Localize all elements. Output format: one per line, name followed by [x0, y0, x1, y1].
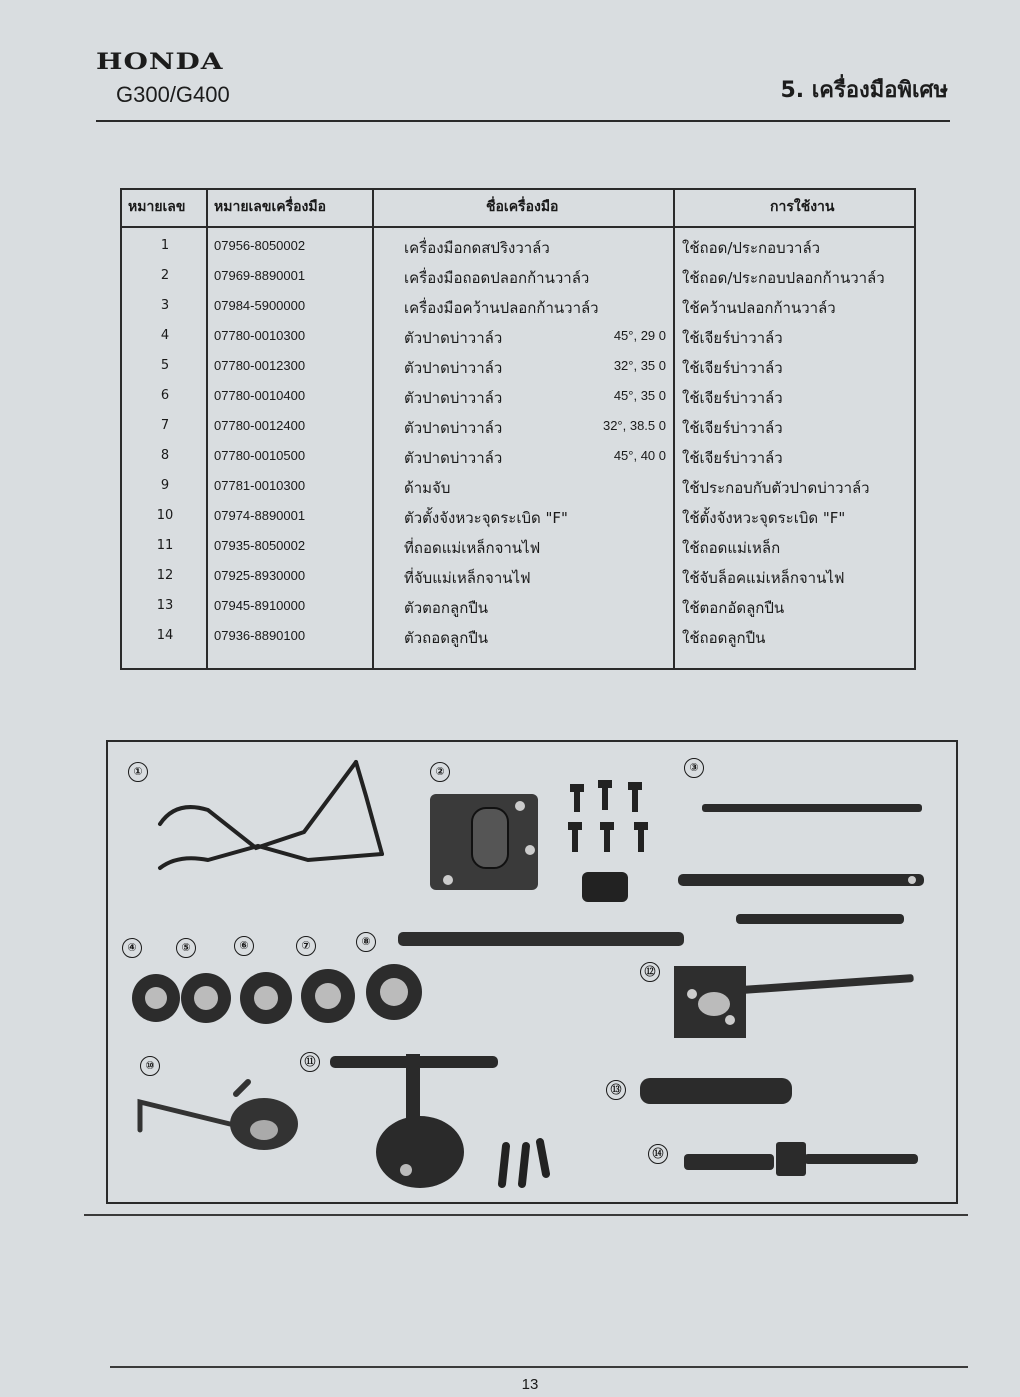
- row-usage: ใช้ถอดลูกปืน: [682, 629, 766, 647]
- row-tool-name: เครื่องมือกดสปริงวาล์ว: [404, 239, 550, 257]
- callout-1: ①: [128, 762, 148, 782]
- row-part-number: 07945-8910000: [214, 598, 306, 613]
- row-usage: ใช้ถอด/ประกอบปลอกก้านวาล์ว: [682, 269, 885, 287]
- footer-divider: [110, 1366, 968, 1368]
- table-row: [122, 470, 914, 500]
- brand-logo: HONDA: [96, 48, 224, 75]
- table-header-row: [122, 190, 914, 228]
- row-tool-name: ตัวปาดบ่าวาล์ว: [404, 359, 503, 377]
- row-usage: ใช้เจียร์บ่าวาล์ว: [682, 359, 783, 377]
- row-tool-name: ตัวปาดบ่าวาล์ว: [404, 329, 503, 347]
- row-tool-spec: 32°, 35 0: [613, 358, 666, 373]
- flywheel-holder-drawing: [674, 966, 914, 1038]
- row-tool-name: ตัวปาดบ่าวาล์ว: [404, 389, 503, 407]
- row-usage: ใช้จับล็อคแม่เหล็กจานไฟ: [682, 569, 845, 587]
- row-part-number: 07780-0010400: [214, 388, 306, 403]
- valve-guide-remover-drawing: [398, 780, 684, 946]
- row-part-number: 07780-0010500: [214, 448, 306, 463]
- row-usage: ใช้ตอกอัดลูกปืน: [682, 599, 785, 617]
- table-row: [122, 320, 914, 350]
- callout-8: ⑧: [356, 932, 376, 952]
- tools-illustration: [106, 740, 958, 1204]
- row-tool-name: ที่จับแม่เหล็กจานไฟ: [404, 569, 531, 587]
- header-usage: การใช้งาน: [770, 199, 835, 215]
- row-number: 10: [156, 508, 174, 523]
- section-title: 5. เครื่องมือพิเศษ: [780, 78, 948, 103]
- model-name: G300/G400: [116, 82, 230, 107]
- callout-14: ⑭: [648, 1144, 668, 1164]
- valve-seat-cutter-drawings: [132, 964, 422, 1024]
- row-part-number: 07974-8890001: [214, 508, 306, 523]
- row-part-number: 07925-8930000: [214, 568, 306, 583]
- row-part-number: 07956-8050002: [214, 238, 306, 253]
- row-tool-name: ที่ถอดแม่เหล็กจานไฟ: [404, 539, 541, 557]
- row-number: 4: [160, 328, 170, 343]
- row-tool-name: ตัวถอดลูกปืน: [404, 629, 489, 647]
- callout-3: ③: [684, 758, 704, 778]
- row-usage: ใช้ตั้งจังหวะจุดระเบิด "F": [682, 509, 846, 527]
- callout-12: ⑫: [640, 962, 660, 982]
- table-row: [122, 530, 914, 560]
- row-usage: ใช้คว้านปลอกก้านวาล์ว: [682, 299, 836, 317]
- bearing-remover-drawing: [684, 1142, 918, 1176]
- row-tool-name: ตัวปาดบ่าวาล์ว: [404, 449, 503, 467]
- table-row: [122, 560, 914, 590]
- header-divider: [96, 120, 950, 122]
- row-part-number: 07969-8890001: [214, 268, 306, 283]
- row-tool-name: ตัวตอกลูกปืน: [404, 599, 489, 617]
- row-part-number: 07935-8050002: [214, 538, 306, 553]
- table-row: [122, 500, 914, 530]
- callout-6: ⑥: [234, 936, 254, 956]
- tools-drawing: [108, 742, 958, 1204]
- row-tool-name: เครื่องมือคว้านปลอกก้านวาล์ว: [404, 299, 599, 317]
- valve-guide-reamer-drawing: [678, 804, 924, 924]
- row-usage: ใช้เจียร์บ่าวาล์ว: [682, 329, 783, 347]
- row-tool-spec: 45°, 35 0: [613, 388, 666, 403]
- row-number: 8: [160, 448, 170, 463]
- timing-gauge-drawing: [140, 1082, 298, 1150]
- row-part-number: 07936-8890100: [214, 628, 306, 643]
- table-row: [122, 590, 914, 620]
- row-usage: ใช้ถอด/ประกอบวาล์ว: [682, 239, 821, 257]
- row-tool-name: ตัวตั้งจังหวะจุดระเบิด "F": [404, 509, 568, 527]
- row-number: 3: [160, 298, 170, 313]
- table-row: [122, 350, 914, 380]
- table-row: [122, 230, 914, 260]
- row-tool-spec: 45°, 29 0: [613, 328, 666, 343]
- callout-4: ④: [122, 938, 142, 958]
- row-number: 2: [160, 268, 170, 283]
- row-part-number: 07780-0012400: [214, 418, 306, 433]
- row-usage: ใช้ถอดแม่เหล็ก: [682, 539, 781, 557]
- footer-divider: [84, 1214, 968, 1216]
- row-number: 13: [156, 598, 174, 613]
- row-number: 1: [160, 238, 170, 253]
- flywheel-puller-drawing: [330, 1054, 546, 1188]
- valve-spring-compressor-drawing: [160, 762, 382, 868]
- row-usage: ใช้เจียร์บ่าวาล์ว: [682, 449, 783, 467]
- row-number: 14: [156, 628, 174, 643]
- row-tool-spec: 45°, 40 0: [613, 448, 666, 463]
- row-part-number: 07780-0012300: [214, 358, 306, 373]
- callout-11: ⑪: [300, 1052, 320, 1072]
- table-row: [122, 290, 914, 320]
- row-usage: ใช้เจียร์บ่าวาล์ว: [682, 419, 783, 437]
- header-number: หมายเลข: [128, 199, 186, 215]
- row-tool-name: ด้ามจับ: [404, 479, 451, 497]
- row-tool-spec: 32°, 38.5 0: [602, 418, 666, 433]
- row-number: 5: [160, 358, 170, 373]
- table-row: [122, 260, 914, 290]
- callout-2: ②: [430, 762, 450, 782]
- table-row: [122, 380, 914, 410]
- bearing-driver-drawing: [640, 1078, 792, 1104]
- callout-5: ⑤: [176, 938, 196, 958]
- callout-13: ⑬: [606, 1080, 626, 1100]
- callout-10: ⑩: [140, 1056, 160, 1076]
- row-tool-name: เครื่องมือถอดปลอกก้านวาล์ว: [404, 269, 590, 287]
- page-number: 13: [521, 1376, 539, 1393]
- row-number: 12: [156, 568, 174, 583]
- row-number: 7: [160, 418, 170, 433]
- header-part-number: หมายเลขเครื่องมือ: [214, 199, 327, 215]
- row-usage: ใช้ประกอบกับตัวปาดบ่าวาล์ว: [682, 479, 870, 497]
- callout-7: ⑦: [296, 936, 316, 956]
- row-number: 11: [156, 538, 174, 553]
- row-part-number: 07780-0010300: [214, 328, 306, 343]
- table-row: [122, 440, 914, 470]
- row-part-number: 07984-5900000: [214, 298, 306, 313]
- header-tool-name: ชื่อเครื่องมือ: [486, 199, 559, 215]
- row-usage: ใช้เจียร์บ่าวาล์ว: [682, 389, 783, 407]
- row-number: 9: [160, 478, 170, 493]
- row-part-number: 07781-0010300: [214, 478, 306, 493]
- table-row: [122, 410, 914, 440]
- row-tool-name: ตัวปาดบ่าวาล์ว: [404, 419, 503, 437]
- row-number: 6: [160, 388, 170, 403]
- special-tools-table: [120, 188, 916, 670]
- table-row: [122, 620, 914, 650]
